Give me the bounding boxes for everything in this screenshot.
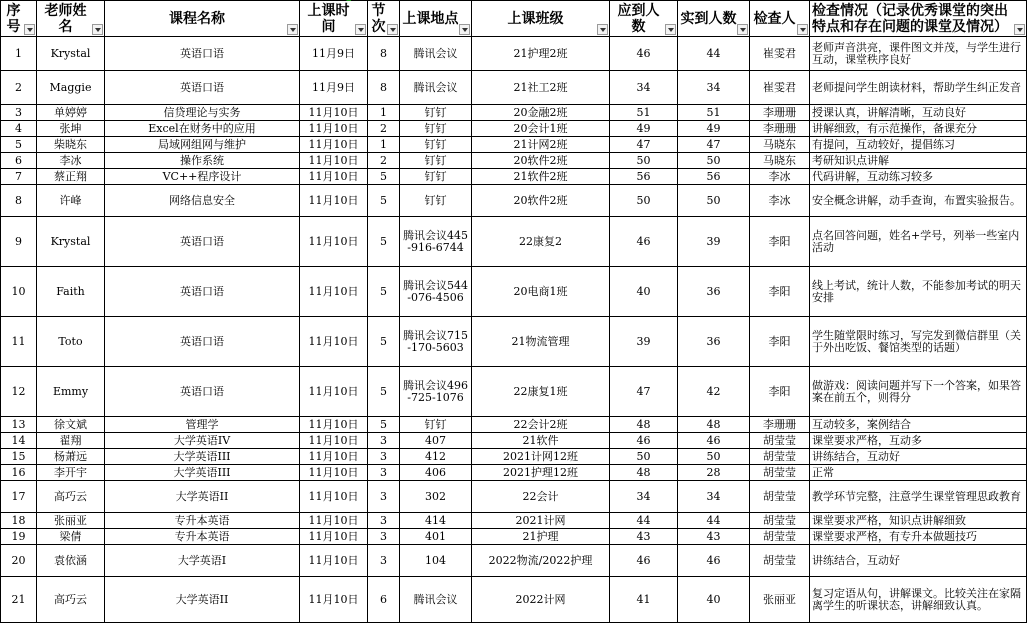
cell-checker[interactable]: 张丽亚 xyxy=(750,577,810,623)
cell-expected[interactable]: 46 xyxy=(610,217,678,267)
cell-idx[interactable]: 19 xyxy=(1,529,37,545)
cell-place[interactable]: 腾讯会议 xyxy=(400,577,472,623)
cell-teacher[interactable]: 张坤 xyxy=(37,121,105,137)
cell-idx[interactable]: 5 xyxy=(1,137,37,153)
cell-idx[interactable]: 6 xyxy=(1,153,37,169)
cell-checker[interactable]: 马晓东 xyxy=(750,137,810,153)
cell-checker[interactable]: 李阳 xyxy=(750,367,810,417)
cell-note[interactable]: 课堂要求严格，互动多 xyxy=(810,433,1027,449)
table-row xyxy=(1,367,1027,417)
cell-period[interactable]: 5 xyxy=(368,169,400,185)
cell-klass[interactable]: 2021护理12班 xyxy=(472,465,610,481)
cell-expected[interactable]: 47 xyxy=(610,367,678,417)
table-row xyxy=(1,577,1027,623)
cell-expected[interactable]: 40 xyxy=(610,267,678,317)
cell-date[interactable]: 11月10日 xyxy=(300,267,368,317)
cell-actual[interactable]: 46 xyxy=(678,545,750,577)
cell-place[interactable]: 406 xyxy=(400,465,472,481)
cell-date[interactable]: 11月10日 xyxy=(300,121,368,137)
header-period xyxy=(368,1,400,37)
cell-place[interactable]: 401 xyxy=(400,529,472,545)
cell-place[interactable]: 302 xyxy=(400,481,472,513)
cell-expected[interactable]: 44 xyxy=(610,513,678,529)
cell-course[interactable]: 英语口语 xyxy=(105,317,300,367)
header-course xyxy=(105,1,300,37)
cell-period[interactable]: 3 xyxy=(368,449,400,465)
cell-place[interactable]: 钉钉 xyxy=(400,153,472,169)
cell-course[interactable]: 大学英语I xyxy=(105,545,300,577)
cell-klass[interactable]: 20会计1班 xyxy=(472,121,610,137)
cell-teacher[interactable]: 柴晓东 xyxy=(37,137,105,153)
cell-idx[interactable]: 14 xyxy=(1,433,37,449)
cell-note[interactable]: 有提问，互动较好，提倡练习 xyxy=(810,137,1027,153)
cell-note[interactable]: 老师提问学生朗读材料，帮助学生纠正发音 xyxy=(810,71,1027,105)
cell-actual[interactable]: 34 xyxy=(678,481,750,513)
cell-note[interactable]: 讲解细致，有示范操作，备课充分 xyxy=(810,121,1027,137)
header-label: 应到人数 xyxy=(617,2,660,35)
cell-klass[interactable]: 2022物流/2022护理 xyxy=(472,545,610,577)
cell-klass[interactable]: 22康复1班 xyxy=(472,367,610,417)
cell-expected[interactable]: 50 xyxy=(610,185,678,217)
cell-actual[interactable]: 48 xyxy=(678,417,750,433)
header-label: 课程名称 xyxy=(169,10,225,27)
filter-dropdown-icon[interactable] xyxy=(665,24,676,35)
cell-period[interactable]: 3 xyxy=(368,529,400,545)
cell-expected[interactable]: 43 xyxy=(610,529,678,545)
filter-dropdown-icon[interactable] xyxy=(355,24,366,35)
cell-course[interactable]: Excel在财务中的应用 xyxy=(105,121,300,137)
cell-course[interactable]: 操作系统 xyxy=(105,153,300,169)
cell-place[interactable]: 腾讯会议496-725-1076 xyxy=(400,367,472,417)
cell-checker[interactable]: 崔雯君 xyxy=(750,37,810,71)
cell-period[interactable]: 1 xyxy=(368,137,400,153)
cell-klass[interactable]: 21护理2班 xyxy=(472,37,610,71)
cell-period[interactable]: 5 xyxy=(368,317,400,367)
cell-idx[interactable]: 7 xyxy=(1,169,37,185)
header-label: 节次 xyxy=(371,2,386,35)
cell-idx[interactable]: 15 xyxy=(1,449,37,465)
cell-date[interactable]: 11月10日 xyxy=(300,185,368,217)
cell-date[interactable]: 11月10日 xyxy=(300,433,368,449)
header-place xyxy=(400,1,472,37)
table-row xyxy=(1,71,1027,105)
cell-date[interactable]: 11月10日 xyxy=(300,137,368,153)
cell-note[interactable]: 点名回答问题，姓名+学号，列举一些室内活动 xyxy=(810,217,1027,267)
cell-teacher[interactable]: 袁依涵 xyxy=(37,545,105,577)
cell-teacher[interactable]: Faith xyxy=(37,267,105,317)
table-row xyxy=(1,37,1027,71)
cell-klass[interactable]: 21软件 xyxy=(472,433,610,449)
cell-klass[interactable]: 21软件2班 xyxy=(472,169,610,185)
cell-period[interactable]: 5 xyxy=(368,185,400,217)
filter-dropdown-icon[interactable] xyxy=(459,24,470,35)
table-row xyxy=(1,481,1027,513)
cell-checker[interactable]: 李阳 xyxy=(750,267,810,317)
cell-actual[interactable]: 50 xyxy=(678,153,750,169)
cell-expected[interactable]: 56 xyxy=(610,169,678,185)
header-label: 实到人数 xyxy=(680,10,737,27)
cell-place[interactable]: 腾讯会议 xyxy=(400,71,472,105)
cell-teacher[interactable]: 李冰 xyxy=(37,153,105,169)
cell-klass[interactable]: 20软件2班 xyxy=(472,185,610,217)
cell-place[interactable]: 腾讯会议445-916-6744 xyxy=(400,217,472,267)
table-row xyxy=(1,465,1027,481)
cell-period[interactable]: 3 xyxy=(368,545,400,577)
cell-idx[interactable]: 21 xyxy=(1,577,37,623)
cell-course[interactable]: 专升本英语 xyxy=(105,513,300,529)
cell-place[interactable]: 腾讯会议544-076-4506 xyxy=(400,267,472,317)
cell-teacher[interactable]: Maggie xyxy=(37,71,105,105)
header-note xyxy=(810,1,1027,37)
cell-date[interactable]: 11月9日 xyxy=(300,37,368,71)
table-row xyxy=(1,137,1027,153)
cell-expected[interactable]: 46 xyxy=(610,37,678,71)
cell-klass[interactable]: 20电商1班 xyxy=(472,267,610,317)
cell-date[interactable]: 11月10日 xyxy=(300,105,368,121)
header-label: 检查情况（记录优秀课堂的突出特点和存在问题的课堂及情况） xyxy=(812,2,1008,35)
table-row xyxy=(1,449,1027,465)
table-body xyxy=(1,37,1027,623)
header-teacher xyxy=(37,1,105,37)
cell-place[interactable]: 腾讯会议715-170-5603 xyxy=(400,317,472,367)
cell-expected[interactable]: 46 xyxy=(610,545,678,577)
cell-idx[interactable]: 4 xyxy=(1,121,37,137)
cell-actual[interactable]: 42 xyxy=(678,367,750,417)
cell-idx[interactable]: 8 xyxy=(1,185,37,217)
cell-actual[interactable]: 56 xyxy=(678,169,750,185)
cell-teacher[interactable]: Emmy xyxy=(37,367,105,417)
cell-period[interactable]: 8 xyxy=(368,71,400,105)
cell-actual[interactable]: 40 xyxy=(678,577,750,623)
filter-dropdown-icon[interactable] xyxy=(737,24,748,35)
cell-actual[interactable]: 44 xyxy=(678,513,750,529)
cell-expected[interactable]: 34 xyxy=(610,481,678,513)
cell-date[interactable]: 11月10日 xyxy=(300,545,368,577)
cell-actual[interactable]: 36 xyxy=(678,267,750,317)
table-row xyxy=(1,545,1027,577)
cell-teacher[interactable]: 徐文斌 xyxy=(37,417,105,433)
cell-checker[interactable]: 马晓东 xyxy=(750,153,810,169)
cell-date[interactable]: 11月10日 xyxy=(300,449,368,465)
cell-note[interactable]: 代码讲解，互动练习较多 xyxy=(810,169,1027,185)
cell-klass[interactable]: 20软件2班 xyxy=(472,153,610,169)
cell-place[interactable]: 钉钉 xyxy=(400,185,472,217)
cell-period[interactable]: 5 xyxy=(368,267,400,317)
cell-course[interactable]: 大学英语III xyxy=(105,449,300,465)
cell-period[interactable]: 8 xyxy=(368,37,400,71)
cell-note[interactable]: 安全概念讲解，动手查询，布置实验报告。 xyxy=(810,185,1027,217)
cell-checker[interactable]: 胡莹莹 xyxy=(750,513,810,529)
cell-checker[interactable]: 胡莹莹 xyxy=(750,529,810,545)
cell-idx[interactable]: 12 xyxy=(1,367,37,417)
header-class xyxy=(472,1,610,37)
cell-course[interactable]: 英语口语 xyxy=(105,37,300,71)
cell-actual[interactable]: 47 xyxy=(678,137,750,153)
cell-course[interactable]: 专升本英语 xyxy=(105,529,300,545)
cell-actual[interactable]: 51 xyxy=(678,105,750,121)
cell-checker[interactable]: 胡莹莹 xyxy=(750,465,810,481)
header-checker xyxy=(750,1,810,37)
cell-actual[interactable]: 50 xyxy=(678,185,750,217)
filter-dropdown-icon[interactable] xyxy=(387,24,398,35)
cell-place[interactable]: 腾讯会议 xyxy=(400,37,472,71)
cell-klass[interactable]: 21社工2班 xyxy=(472,71,610,105)
cell-actual[interactable]: 50 xyxy=(678,449,750,465)
cell-period[interactable]: 5 xyxy=(368,367,400,417)
cell-idx[interactable]: 17 xyxy=(1,481,37,513)
cell-expected[interactable]: 50 xyxy=(610,153,678,169)
cell-date[interactable]: 11月10日 xyxy=(300,529,368,545)
cell-period[interactable]: 1 xyxy=(368,105,400,121)
cell-klass[interactable]: 21计网2班 xyxy=(472,137,610,153)
cell-teacher[interactable]: 张丽亚 xyxy=(37,513,105,529)
table-row xyxy=(1,267,1027,317)
cell-course[interactable]: 信贷理论与实务 xyxy=(105,105,300,121)
cell-period[interactable]: 2 xyxy=(368,153,400,169)
cell-place[interactable]: 钉钉 xyxy=(400,169,472,185)
cell-idx[interactable]: 3 xyxy=(1,105,37,121)
cell-course[interactable]: 英语口语 xyxy=(105,367,300,417)
header-label: 检查人 xyxy=(753,10,796,27)
cell-actual[interactable]: 44 xyxy=(678,37,750,71)
cell-date[interactable]: 11月10日 xyxy=(300,317,368,367)
cell-course[interactable]: 英语口语 xyxy=(105,71,300,105)
cell-place[interactable]: 钉钉 xyxy=(400,417,472,433)
cell-expected[interactable]: 50 xyxy=(610,449,678,465)
cell-actual[interactable]: 36 xyxy=(678,317,750,367)
table-row xyxy=(1,105,1027,121)
cell-note[interactable]: 授课认真，讲解清晰，互动良好 xyxy=(810,105,1027,121)
cell-place[interactable]: 104 xyxy=(400,545,472,577)
cell-place[interactable]: 钉钉 xyxy=(400,105,472,121)
table-row xyxy=(1,529,1027,545)
header-row xyxy=(1,1,1027,37)
cell-checker[interactable]: 胡莹莹 xyxy=(750,481,810,513)
cell-note[interactable]: 课堂要求严格，有专升本做题技巧 xyxy=(810,529,1027,545)
cell-expected[interactable]: 41 xyxy=(610,577,678,623)
cell-expected[interactable]: 48 xyxy=(610,465,678,481)
cell-period[interactable]: 5 xyxy=(368,217,400,267)
filter-dropdown-icon[interactable] xyxy=(1014,24,1025,35)
cell-teacher[interactable]: 蔡正翔 xyxy=(37,169,105,185)
cell-date[interactable]: 11月10日 xyxy=(300,465,368,481)
header-expected xyxy=(610,1,678,37)
header-idx xyxy=(1,1,37,37)
cell-note[interactable]: 讲练结合，互动好 xyxy=(810,449,1027,465)
cell-checker[interactable]: 李珊珊 xyxy=(750,121,810,137)
cell-period[interactable]: 3 xyxy=(368,481,400,513)
cell-klass[interactable]: 21护理 xyxy=(472,529,610,545)
cell-idx[interactable]: 13 xyxy=(1,417,37,433)
cell-teacher[interactable]: Krystal xyxy=(37,37,105,71)
cell-note[interactable]: 讲练结合，互动好 xyxy=(810,545,1027,577)
filter-dropdown-icon[interactable] xyxy=(287,24,298,35)
cell-date[interactable]: 11月10日 xyxy=(300,217,368,267)
cell-date[interactable]: 11月10日 xyxy=(300,513,368,529)
cell-idx[interactable]: 1 xyxy=(1,37,37,71)
cell-checker[interactable]: 李阳 xyxy=(750,317,810,367)
table-row xyxy=(1,153,1027,169)
cell-place[interactable]: 414 xyxy=(400,513,472,529)
cell-klass[interactable]: 22会计2班 xyxy=(472,417,610,433)
cell-actual[interactable]: 46 xyxy=(678,433,750,449)
cell-checker[interactable]: 李阳 xyxy=(750,217,810,267)
cell-idx[interactable]: 18 xyxy=(1,513,37,529)
cell-note[interactable]: 正常 xyxy=(810,465,1027,481)
cell-period[interactable]: 3 xyxy=(368,465,400,481)
cell-note[interactable]: 互动较多，案例结合 xyxy=(810,417,1027,433)
table-row xyxy=(1,317,1027,367)
cell-date[interactable]: 11月10日 xyxy=(300,169,368,185)
cell-date[interactable]: 11月9日 xyxy=(300,71,368,105)
header-date xyxy=(300,1,368,37)
cell-period[interactable]: 2 xyxy=(368,121,400,137)
cell-teacher[interactable]: 李开宇 xyxy=(37,465,105,481)
filter-dropdown-icon[interactable] xyxy=(797,24,808,35)
cell-actual[interactable]: 34 xyxy=(678,71,750,105)
cell-course[interactable]: VC++程序设计 xyxy=(105,169,300,185)
table-row xyxy=(1,185,1027,217)
cell-actual[interactable]: 49 xyxy=(678,121,750,137)
cell-note[interactable]: 复习定语从句，讲解课文。比较关注在家隔离学生的听课状态，讲解细致认真。 xyxy=(810,577,1027,623)
cell-expected[interactable]: 47 xyxy=(610,137,678,153)
cell-course[interactable]: 网络信息安全 xyxy=(105,185,300,217)
header-label: 上课班级 xyxy=(507,10,564,27)
cell-actual[interactable]: 28 xyxy=(678,465,750,481)
cell-course[interactable]: 大学英语II xyxy=(105,577,300,623)
cell-place[interactable]: 钉钉 xyxy=(400,121,472,137)
cell-idx[interactable]: 11 xyxy=(1,317,37,367)
cell-course[interactable]: 局域网组网与维护 xyxy=(105,137,300,153)
cell-expected[interactable]: 51 xyxy=(610,105,678,121)
table-row xyxy=(1,217,1027,267)
cell-expected[interactable]: 39 xyxy=(610,317,678,367)
cell-date[interactable]: 11月10日 xyxy=(300,153,368,169)
cell-course[interactable]: 大学英语IV xyxy=(105,433,300,449)
cell-checker[interactable]: 胡莹莹 xyxy=(750,433,810,449)
filter-dropdown-icon[interactable] xyxy=(24,24,35,35)
header-label: 老师姓名 xyxy=(44,2,87,35)
cell-course[interactable]: 管理学 xyxy=(105,417,300,433)
cell-note[interactable]: 线上考试，统计人数，不能参加考试的明天安排 xyxy=(810,267,1027,317)
cell-klass[interactable]: 22康复2 xyxy=(472,217,610,267)
header-actual xyxy=(678,1,750,37)
filter-dropdown-icon[interactable] xyxy=(92,24,103,35)
cell-note[interactable]: 课堂要求严格，知识点讲解细致 xyxy=(810,513,1027,529)
cell-checker[interactable]: 李冰 xyxy=(750,169,810,185)
cell-course[interactable]: 英语口语 xyxy=(105,217,300,267)
cell-expected[interactable]: 49 xyxy=(610,121,678,137)
cell-klass[interactable]: 2021计网12班 xyxy=(472,449,610,465)
cell-period[interactable]: 6 xyxy=(368,577,400,623)
table-row xyxy=(1,121,1027,137)
cell-teacher[interactable]: 许峰 xyxy=(37,185,105,217)
cell-date[interactable]: 11月10日 xyxy=(300,367,368,417)
cell-period[interactable]: 5 xyxy=(368,417,400,433)
cell-klass[interactable]: 2022计网 xyxy=(472,577,610,623)
cell-checker[interactable]: 李冰 xyxy=(750,185,810,217)
cell-course[interactable]: 大学英语III xyxy=(105,465,300,481)
cell-idx[interactable]: 10 xyxy=(1,267,37,317)
cell-checker[interactable]: 李珊珊 xyxy=(750,105,810,121)
cell-actual[interactable]: 39 xyxy=(678,217,750,267)
cell-idx[interactable]: 16 xyxy=(1,465,37,481)
cell-period[interactable]: 3 xyxy=(368,433,400,449)
cell-expected[interactable]: 34 xyxy=(610,71,678,105)
cell-period[interactable]: 3 xyxy=(368,513,400,529)
cell-teacher[interactable]: 高巧云 xyxy=(37,577,105,623)
cell-checker[interactable]: 胡莹莹 xyxy=(750,545,810,577)
cell-note[interactable]: 做游戏：阅读问题并写下一个答案，如果答案在前五个，则得分 xyxy=(810,367,1027,417)
cell-note[interactable]: 老师声音洪亮，课件图文并茂，与学生进行互动，课堂秩序良好 xyxy=(810,37,1027,71)
table-row xyxy=(1,513,1027,529)
cell-note[interactable]: 教学环节完整，注意学生课堂管理思政教育 xyxy=(810,481,1027,513)
cell-teacher[interactable]: Toto xyxy=(37,317,105,367)
table-row xyxy=(1,433,1027,449)
cell-note[interactable]: 考研知识点讲解 xyxy=(810,153,1027,169)
cell-teacher[interactable]: 杨萧远 xyxy=(37,449,105,465)
cell-idx[interactable]: 20 xyxy=(1,545,37,577)
cell-klass[interactable]: 20金融2班 xyxy=(472,105,610,121)
cell-place[interactable]: 407 xyxy=(400,433,472,449)
table-row xyxy=(1,169,1027,185)
cell-idx[interactable]: 2 xyxy=(1,71,37,105)
cell-teacher[interactable]: Krystal xyxy=(37,217,105,267)
cell-idx[interactable]: 9 xyxy=(1,217,37,267)
cell-actual[interactable]: 43 xyxy=(678,529,750,545)
cell-date[interactable]: 11月10日 xyxy=(300,577,368,623)
cell-place[interactable]: 412 xyxy=(400,449,472,465)
header-label: 上课地点 xyxy=(402,10,459,27)
header-label: 序号 xyxy=(6,2,21,35)
cell-checker[interactable]: 胡莹莹 xyxy=(750,449,810,465)
header-label: 上课时间 xyxy=(307,2,350,35)
cell-expected[interactable]: 46 xyxy=(610,433,678,449)
cell-teacher[interactable]: 翟翔 xyxy=(37,433,105,449)
cell-klass[interactable]: 21物流管理 xyxy=(472,317,610,367)
cell-course[interactable]: 英语口语 xyxy=(105,267,300,317)
filter-dropdown-icon[interactable] xyxy=(597,24,608,35)
cell-course[interactable]: 大学英语II xyxy=(105,481,300,513)
cell-teacher[interactable]: 梁倩 xyxy=(37,529,105,545)
cell-teacher[interactable]: 单婷婷 xyxy=(37,105,105,121)
cell-date[interactable]: 11月10日 xyxy=(300,481,368,513)
cell-note[interactable]: 学生随堂限时练习，写完发到微信群里（关于外出吃饭、餐馆类型的话题） xyxy=(810,317,1027,367)
cell-checker[interactable]: 崔雯君 xyxy=(750,71,810,105)
cell-expected[interactable]: 48 xyxy=(610,417,678,433)
cell-checker[interactable]: 李珊珊 xyxy=(750,417,810,433)
cell-date[interactable]: 11月10日 xyxy=(300,417,368,433)
cell-klass[interactable]: 22会计 xyxy=(472,481,610,513)
cell-teacher[interactable]: 高巧云 xyxy=(37,481,105,513)
cell-klass[interactable]: 2021计网 xyxy=(472,513,610,529)
cell-place[interactable]: 钉钉 xyxy=(400,137,472,153)
table-row xyxy=(1,417,1027,433)
